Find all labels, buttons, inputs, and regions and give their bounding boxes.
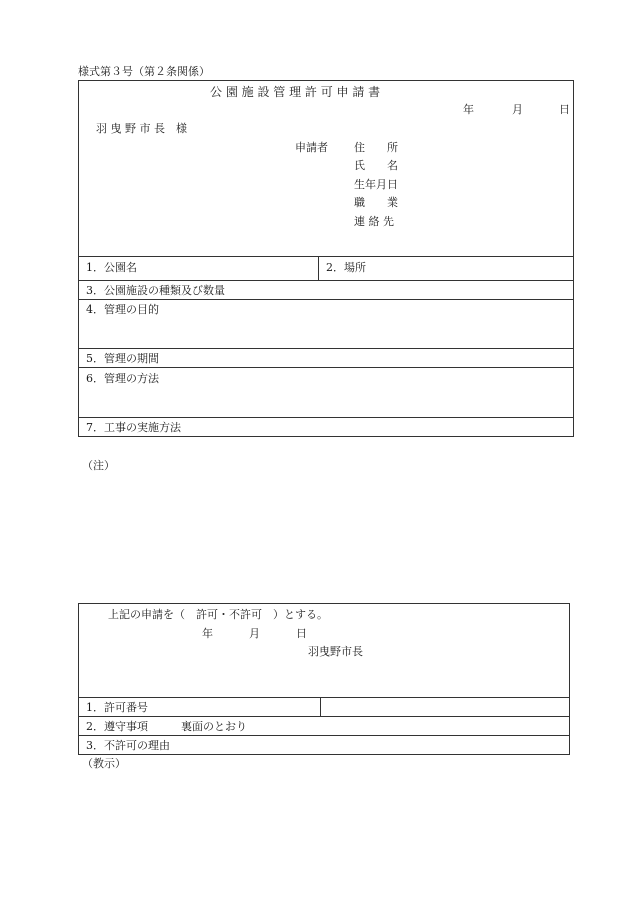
- row-divider: [78, 697, 570, 698]
- compliance-label: 2．遵守事項: [86, 720, 148, 733]
- decision-form: [78, 603, 570, 755]
- decision-date-year-label: 年: [202, 627, 213, 640]
- form-title: 公 園 施 設 管 理 許 可 申 請 書: [210, 85, 381, 99]
- facility-type-label: 3．公園施設の種類及び数量: [86, 284, 225, 297]
- applicant-contact-label: 連 絡 先: [354, 215, 394, 228]
- construction-label: 7．工事の実施方法: [86, 421, 181, 434]
- applicant-address-label: 住 所: [354, 141, 398, 154]
- denial-reason-label: 3．不許可の理由: [86, 739, 170, 752]
- row-divider: [78, 417, 574, 418]
- column-divider: [320, 697, 321, 716]
- row-divider: [78, 716, 570, 717]
- note-label: （注）: [82, 459, 115, 472]
- row-divider: [78, 280, 574, 281]
- applicant-name-label: 氏 名: [354, 159, 398, 172]
- row-divider: [78, 299, 574, 300]
- date-month-label: 月: [512, 103, 523, 116]
- applicant-occupation-label: 職 業: [354, 196, 398, 209]
- applicant-label: 申請者: [295, 141, 328, 154]
- decision-date-day-label: 日: [296, 627, 307, 640]
- purpose-label: 4．管理の目的: [86, 303, 159, 316]
- issuer: 羽曳野市長: [308, 645, 363, 658]
- row-divider: [78, 735, 570, 736]
- applicant-birthdate-label: 生年月日: [354, 178, 398, 191]
- decision-statement: 上記の申請を（ 許可・不許可 ）とする。: [108, 608, 328, 621]
- row-divider: [78, 256, 574, 257]
- park-name-label: 1．公園名: [86, 261, 137, 274]
- row-divider: [78, 367, 574, 368]
- date-year-label: 年: [463, 103, 474, 116]
- permit-number-label: 1．許可番号: [86, 701, 148, 714]
- column-divider: [318, 256, 319, 280]
- instruction-label: （教示）: [82, 757, 126, 770]
- period-label: 5．管理の期間: [86, 352, 159, 365]
- date-day-label: 日: [559, 103, 570, 116]
- row-divider: [78, 348, 574, 349]
- compliance-value: 裏面のとおり: [181, 720, 247, 733]
- location-label: 2．場所: [326, 261, 366, 274]
- decision-date-month-label: 月: [249, 627, 260, 640]
- method-label: 6．管理の方法: [86, 372, 159, 385]
- form-number: 様式第３号（第２条関係）: [78, 65, 210, 78]
- addressee: 羽 曳 野 市 長 様: [96, 122, 187, 135]
